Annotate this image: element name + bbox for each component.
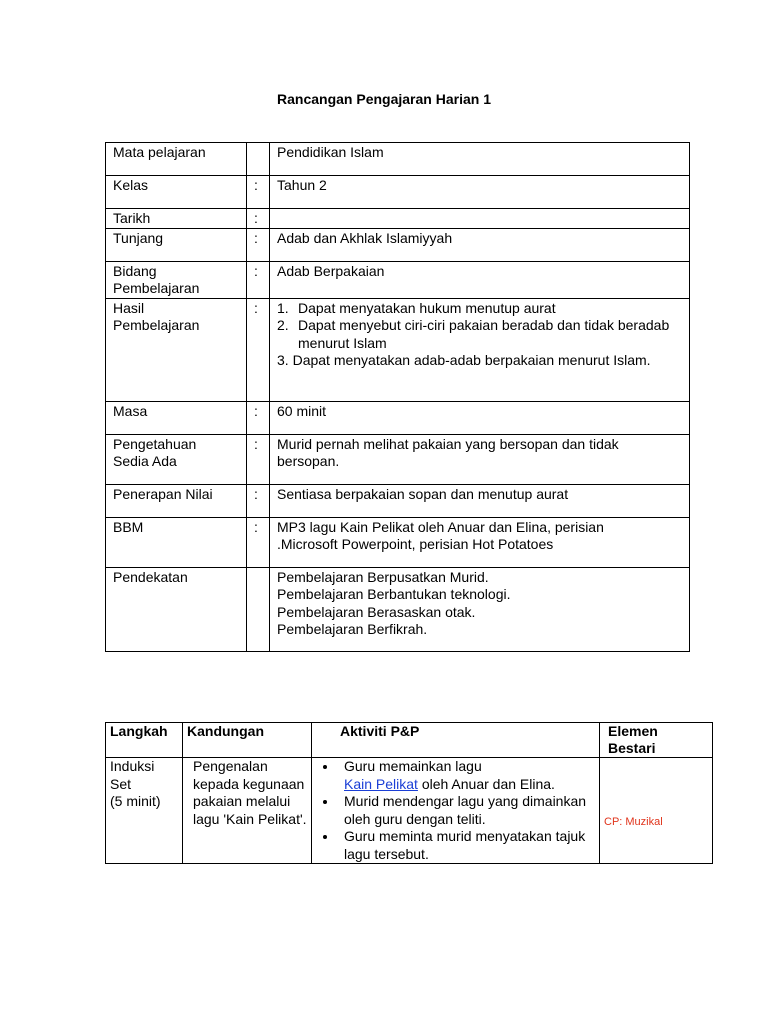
list-item: • Guru meminta murid menyatakan tajuk lagu tersebut. [338,828,595,863]
label-hasil-line1: Hasil [113,299,145,316]
aktiviti-text: Guru memainkan lagu [344,758,482,774]
colon: : [247,401,270,434]
list-item [277,317,682,352]
label-bidang-line1: Bidang [113,262,157,279]
row-tunjang [106,228,690,261]
colon: : [247,484,270,517]
label-pendekatan: Pendekatan [106,567,247,651]
cell-elemen [600,758,713,864]
value-pendekatan [270,567,690,651]
header-elemen: Elemen Bestari [600,723,713,758]
label-masa: Masa [106,401,247,434]
hasil-list [277,300,682,370]
pendekatan-item: Pembelajaran Berasaskan otak. [277,603,476,620]
lesson-info-table [105,142,690,652]
value-bbm-line2: .Microsoft Powerpoint, perisian Hot Potatoes [277,536,554,552]
page-title: Rancangan Pengajaran Harian 1 [277,91,491,107]
value-bbm [270,517,690,567]
label-hasil-line2: Pembelajaran [113,317,200,333]
colon: : [247,517,270,567]
header-aktiviti: Aktiviti P&P [312,723,600,758]
row-mata-pelajaran [106,143,690,176]
cell-kandungan: Pengenalan kepada kegunaan pakaian melalui lagu 'Kain Pelikat'. [183,758,312,864]
elemen-bestari-value: CP: Muzikal [604,816,663,828]
label-bidang-line2: Pembelajaran [113,280,200,296]
langkah-line2: Set [110,775,132,792]
pendekatan-item: Pembelajaran Berbantukan teknologi. [277,586,511,602]
langkah-line3: (5 minit) [110,793,161,809]
value-kelas: Tahun 2 [270,176,690,209]
label-penerapan: Penerapan Nilai [106,484,247,517]
cell-langkah [106,758,183,864]
colon: : [247,261,270,298]
row-kelas [106,176,690,209]
colon: : [247,176,270,209]
value-masa: 60 minit [270,401,690,434]
row-bbm [106,517,690,567]
header-langkah: Langkah [106,723,183,758]
list-item [338,758,595,793]
row-penerapan [106,484,690,517]
label-kelas: Kelas [106,176,247,209]
value-bbm-line1: MP3 lagu Kain Pelikat oleh Anuar dan Elina, perisian [277,518,604,535]
table-row [106,758,713,864]
label-pengetahuan [106,434,247,484]
aktiviti-text: oleh Anuar dan Elina. [421,775,555,792]
list-item [277,300,682,318]
value-mata-pelajaran: Pendidikan Islam [270,143,690,176]
label-bbm: BBM [106,517,247,567]
label-hasil [106,298,247,401]
value-bidang: Adab Berpakaian [270,261,690,298]
list-text: Dapat menyatakan adab-adab berpakaian menurut Islam. [292,352,651,368]
value-penerapan: Sentiasa berpakaian sopan dan menutup aurat [270,484,690,517]
row-hasil [106,298,690,401]
pendekatan-item: Pembelajaran Berfikrah. [277,621,428,637]
colon-empty [247,567,270,651]
value-hasil [270,298,690,401]
list-number: 3. [277,352,289,368]
pendekatan-item: Pembelajaran Berpusatkan Murid. [277,568,489,585]
value-pengetahuan: Murid pernah melihat pakaian yang bersopan dan tidak bersopan. [270,434,690,484]
label-tarikh: Tarikh [106,209,247,229]
langkah-line1: Induksi [110,758,155,774]
row-pengetahuan [106,434,690,484]
label-mata-pelajaran: Mata pelajaran [106,143,247,176]
kain-pelikat-link[interactable]: Kain Pelikat [344,775,418,792]
row-tarikh [106,209,690,229]
list-text: Dapat menyatakan hukum menutup aurat [298,299,556,316]
list-number: 2. [277,317,289,333]
value-tunjang: Adab dan Akhlak Islamiyyah [270,228,690,261]
activity-table [105,722,713,864]
list-number: 1. [277,299,289,316]
activity-header-row [106,723,713,758]
colon: : [247,228,270,261]
label-bidang [106,261,247,298]
label-pengetahuan-line2: Sedia Ada [113,453,177,469]
aktiviti-list [316,758,595,863]
row-bidang [106,261,690,298]
label-pengetahuan-line1: Pengetahuan [113,435,197,452]
value-tarikh [270,209,690,229]
colon-empty [247,143,270,176]
colon: : [247,434,270,484]
colon: : [247,298,270,401]
list-text: Dapat menyebut ciri-ciri pakaian beradab dan tidak beradab menurut Islam [298,317,670,351]
row-pendekatan [106,567,690,651]
colon: : [247,209,270,229]
cell-aktiviti [312,758,600,864]
label-tunjang: Tunjang [106,228,247,261]
row-masa [106,401,690,434]
list-item: • Murid mendengar lagu yang dimainkan oleh guru dengan teliti. [338,793,595,828]
list-item [277,352,682,370]
header-kandungan: Kandungan [183,723,312,758]
